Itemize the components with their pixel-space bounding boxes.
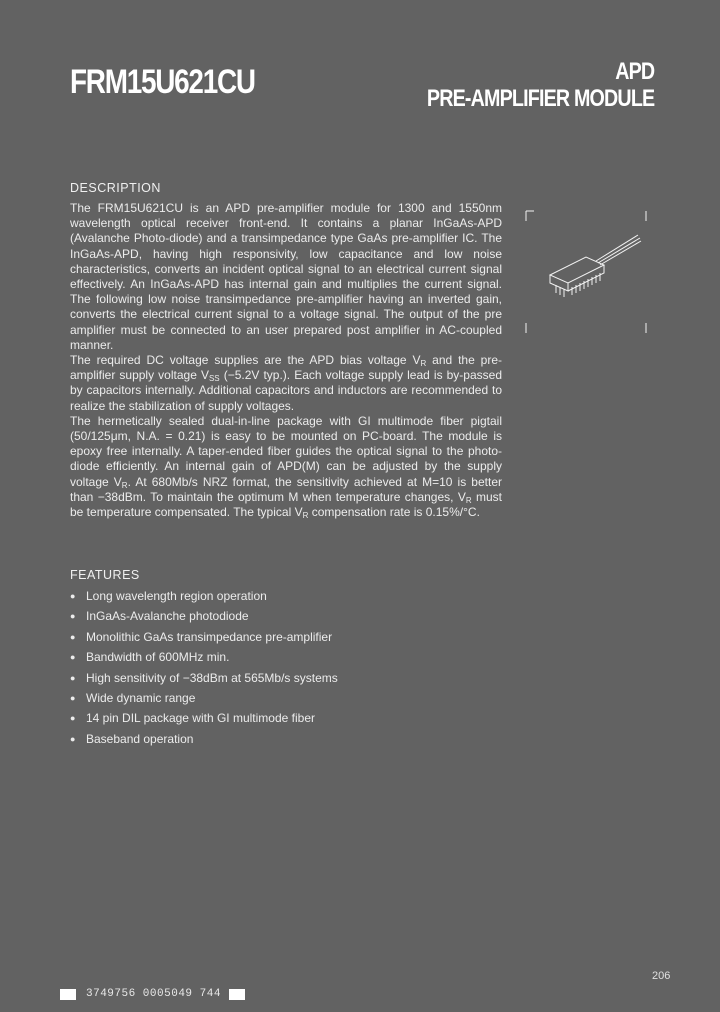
features-list xyxy=(70,589,338,752)
bullet-icon: ● xyxy=(70,631,76,642)
list-item: ● 14 pin DIL package with GI multimode fiber xyxy=(70,711,316,726)
list-item: ● Baseband operation xyxy=(70,731,194,746)
description-paragraph-2: The required DC voltage supplies are the APD bias voltage $V_R$ and the pre-amplifier supply voltage $V_{SS}$ (−5.2V typ.). Each voltage supply lead is by-passed by capacitors internally. Additional capacitors and inductors are recommended to realize the stabilization of supply voltages. xyxy=(70,353,502,413)
part-number: FRM15U621CU xyxy=(70,63,255,101)
list-item: ● Wide dynamic range xyxy=(70,690,196,705)
bullet-icon: ● xyxy=(70,713,76,724)
barcode-footer xyxy=(60,988,245,1000)
list-item: ● InGaAs-Avalanche photodiode xyxy=(70,609,249,624)
bullet-icon: ● xyxy=(70,591,76,601)
description-heading: DESCRIPTION xyxy=(70,181,161,195)
barcode-block-right xyxy=(229,989,245,1000)
bullet-icon: ● xyxy=(70,611,76,622)
title-line-module: PRE-AMPLIFIER MODULE xyxy=(426,85,654,112)
bullet-icon: ● xyxy=(70,692,76,703)
page-number: 206 xyxy=(652,970,671,982)
bullet-icon: ● xyxy=(70,672,76,683)
description-body xyxy=(70,201,502,520)
list-item: ● Long wavelength region operation xyxy=(70,589,267,603)
bullet-icon: ● xyxy=(70,652,76,663)
list-item: ● Monolithic GaAs transimpedance pre-amplifier xyxy=(70,629,333,644)
list-item: ● Bandwidth of 600MHz min. xyxy=(70,650,230,665)
barcode-text: 3749756 0005049 744 xyxy=(86,988,221,1000)
list-item: ● High sensitivity of −38dBm at 565Mb/s systems xyxy=(70,670,338,685)
document-title xyxy=(377,58,654,112)
features-heading: FEATURES xyxy=(70,568,140,582)
bullet-icon: ● xyxy=(70,733,76,744)
module-package-illustration xyxy=(520,205,650,335)
title-line-apd: APD xyxy=(614,58,654,85)
description-paragraph-3: The hermetically sealed dual-in-line package with GI multimode fiber pigtail (50/125μm, N.A. = 0.21) is easy to be mounted on PC-board. The module is epoxy free internally. A taper-ended fiber guides the optical signal to the photo-diode efficiently. An internal gain of APD(M) can be adjusted by the supply voltage $V_R$. At 680Mb/s NRZ format, the sensitivity achieved at M=10 is better than −38dBm. To maintain the optimum M when temperature changes, $V_R$ must be temperature compensated. The typical $V_R$ compensation rate is 0.15%/°C. xyxy=(70,413,502,521)
description-paragraph-1: The FRM15U621CU is an APD pre-amplifier module for 1300 and 1550nm wavelength optical receiver front-end. It contains a planar InGaAs-APD (Avalanche Photo-diode) and a transimpedance type GaAs pre-amplifier IC. The InGaAs-APD, having high responsivity, low capacitance and low noise characteristics, converts an incident optical signal to an electrical current signal effectively. An InGaAs-APD has internal gain and multiplies the current signal. The following low noise transimpedance pre-amplifier having an inverted gain, converts the electrical current signal to a voltage signal. The output of the pre amplifier must be connected to an user prepared post amplifier in AC-coupled manner. xyxy=(70,201,502,352)
barcode-block-left xyxy=(60,989,76,1000)
